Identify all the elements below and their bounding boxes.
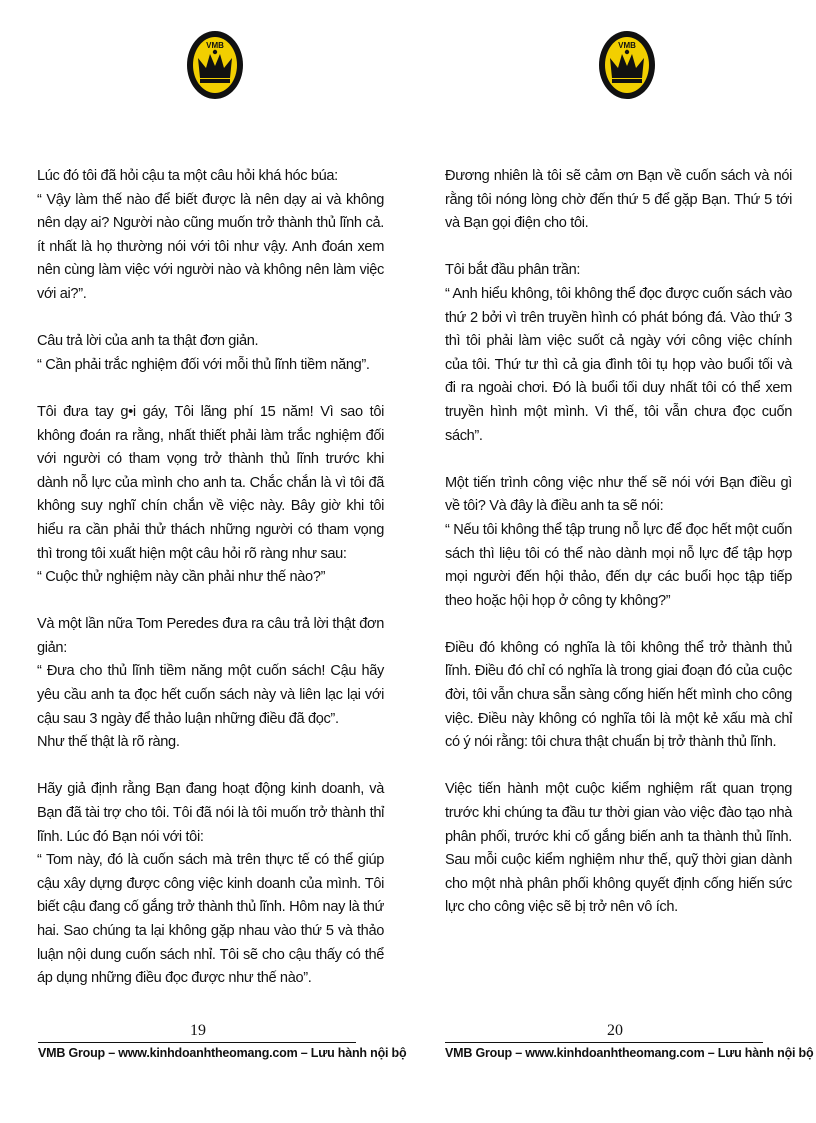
footer-text: VMB Group – www.kinhdoanhtheomang.com – Lưu hành nội bộ [38,1046,407,1060]
page-number: 20 [607,1022,623,1039]
left-body-text [37,165,384,991]
footer-rule [445,1042,763,1043]
paragraph: Việc tiến hành một cuộc kiểm nghiệm rất quan trọng trước khi chúng ta đầu tư thời gian vào việc đào tạo nhà phân phối, trước khi cố gắng biến anh ta thành thủ lĩnh. Sau mỗi cuộc kiểm nghiệm như thế, quỹ thời gian dành cho một nhà phân phối không quyết định cống hiến sức lực cho công việc sẽ bị trở nên vô ích. [445,781,792,916]
paragraph: “ Vậy làm thế nào để biết được là nên dạy ai và không nên dạy ai? Người nào cũng muốn trở thành thủ lĩnh cả. ít nhất là họ thường nói với tôi như vậy. Anh đoán xem nên cùng làm việc với người nào và không nên làm việc với ai?”. [37,191,384,302]
right-body-text [445,165,792,920]
paragraph: “ Tom này, đó là cuốn sách mà trên thực tế có thể giúp cậu xây dựng được công việc kinh doanh của mình. Tôi biết cậu đang cố gắng trở thành thủ lĩnh. Hôm nay là thứ hai. Sao chúng ta lại không gặp nhau vào thứ 5 và thảo luận nội dung cuốn sách nhỉ. Tôi sẽ cho cậu thấy có thể áp dụng những điều đọc được như thế nào”. [37,852,384,987]
paragraph: Như thế thật là rõ ràng. [37,734,180,751]
paragraph: Tôi bắt đầu phân trần: [445,262,581,279]
paragraph: Lúc đó tôi đã hỏi cậu ta một câu hỏi khá hóc búa: [37,168,338,184]
paragraph: Hãy giả định rằng Bạn đang hoạt động kinh doanh, và Bạn đã tài trợ cho tôi. Tôi đã nói là tôi muốn trở thành thỉ lĩnh. Lúc đó Bạn nói với tôi: [37,781,384,845]
footer-rule [38,1042,356,1043]
paragraph: Và một lần nữa Tom Peredes đưa ra câu trả lời thật đơn giản: [37,616,384,656]
paragraph: Đương nhiên là tôi sẽ cảm ơn Bạn về cuốn sách và nói rằng tôi nóng lòng chờ đến thứ 5 để gặp Bạn. Thứ 5 tới và Bạn gọi điện cho tôi. [445,168,792,232]
page-number: 19 [190,1022,206,1039]
paragraph: Tôi đưa tay g•i gáy, Tôi lãng phí 15 năm! Vì sao tôi không đoán ra rằng, nhất thiết phải làm trắc nghiệm đối với người có tham vọng trở thành thủ lĩnh trước khi dành nỗ lực của mình cho anh ta. Chắc chắn là vì tôi đã không suy nghĩ chín chắn về việc này. Bây giờ khi tôi hiểu ra cần phải thử thách những người có tham vọng thì trong tôi xuất hiện một câu hỏi rõ ràng như sau: [37,403,384,562]
footer-text: VMB Group – www.kinhdoanhtheomang.com – Lưu hành nội bộ [445,1046,814,1060]
page-right [408,0,816,1123]
svg-text:VMB: VMB [618,41,636,50]
paragraph: Một tiến trình công việc như thế sẽ nói với Bạn điều gì về tôi? Và đây là điều anh ta sẽ nói: [445,474,792,515]
vmb-logo [598,30,656,100]
paragraph: “ Cuộc thử nghiệm này cần phải như thế nào?” [37,569,326,586]
paragraph: Điều đó không có nghĩa là tôi không thể trở thành thủ lĩnh. Điều đó chỉ có nghĩa là trong giai đoạn đó của cuộc đời, tôi vẫn chưa sẵn sàng cống hiến hết mình cho công việc. Điều này không có nghĩa tôi là một kẻ xấu mà chỉ có ý nói rằng: tôi chưa thật chuẩn bị trở thành thủ lĩnh. [445,639,792,751]
svg-text:VMB: VMB [206,41,224,50]
paragraph: “ Cần phải trắc nghiệm đối với mỗi thủ lĩnh tiềm năng”. [37,356,370,373]
paragraph: “ Anh hiểu không, tôi không thể đọc được cuốn sách vào thứ 2 bởi vì trên truyền hình có phát bóng đá. Vào thứ 3 thì tôi phải làm việc suốt cả ngày với công việc chính của tôi. Thứ tư thì cả gia đình tôi tụ họp vào buổi tối và đi ra ngoài chơi. Đó là buổi tối duy nhất tôi có thể xem truyền hình một mình. Vì thế, tôi vẫn chưa đọc cuốn sách”. [445,285,792,444]
paragraph: “ Đưa cho thủ lĩnh tiềm năng một cuốn sách! Cậu hãy yêu cầu anh ta đọc hết cuốn sách này và liên lạc lại với cậu sau 3 ngày để thảo luận những điều đã đọc”. [37,663,384,727]
vmb-logo [186,30,244,100]
paragraph: “ Nếu tôi không thể tập trung nỗ lực để đọc hết một cuốn sách thì liệu tôi có thể nào dành mọi nỗ lực để tập hợp mọi người đến hội thảo, đến dự các buổi học tập tiếp theo hoặc hội họp ở công ty không?” [445,521,792,609]
paragraph: Câu trả lời của anh ta thật đơn giản. [37,333,259,350]
